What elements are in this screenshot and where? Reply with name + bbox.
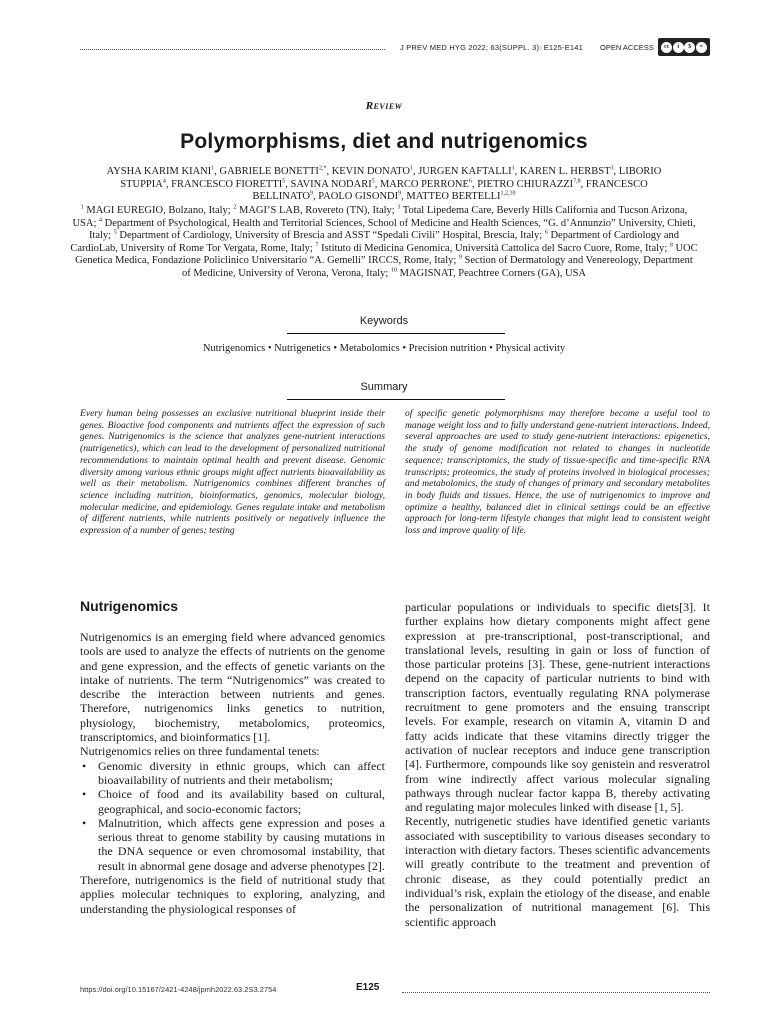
article-type: Review bbox=[365, 100, 403, 112]
cc-license-badge[interactable] bbox=[658, 38, 710, 56]
paragraph: Nutrigenomics is an emerging field where advanced genomics tools are used to analyze the effects of nutrients on the genome and gene expression, and the effects of genetic variants on the intake of nutrients. The term “Nutrigenomics” was created to describe the interaction between nutrients and genes. Therefore, nutrigenomics links genetics to nutrition, physiology, biochemistry, metabolomics, proteomics, transcriptomics, and bioinformatics [1]. bbox=[80, 630, 385, 745]
journal-citation: J PREV MED HYG 2022; 63(SUPPL. 3): E125-E141 bbox=[400, 43, 584, 52]
affiliation: Section of Dermatology and Venereology, Department of Medicine, University of Verona, Verona, Italy; bbox=[181, 255, 693, 279]
affiliation: Department of Cardiology, University of Brescia and ASST “Spedali Civili” Hospital, Brescia, Italy; bbox=[119, 230, 543, 241]
keywords-rule bbox=[287, 333, 505, 334]
author-name: FRANCESCO BELLINATO bbox=[252, 178, 648, 202]
affiliation: Total Lipedema Care, Beverly Hills California and Tucson Arizona, USA; bbox=[72, 205, 688, 229]
affiliation: MAGISNAT, Peachtree Corners (GA), USA bbox=[399, 267, 587, 279]
article-title: Polymorphisms, diet and nutrigenomics bbox=[180, 130, 588, 153]
list-item: • Choice of food and its availability based on cultural, geographical, and socio-economic factors; bbox=[98, 787, 385, 816]
affiliations: $^1$ MAGI EUREGIO, Bolzano, Italy; $^2$ MAGI’S LAB, Rovereto (TN), Italy; $^3$ Total Lipedema Care, Beverly Hills California and Tucson Arizona, USA; $^4$ Department of Psychological, Health and Territorial Sciences, School of Medicine and Health Sciences, “G. d’Annunzio” University, Chieti, Italy; $^5$ Department of Cardiology, University of Brescia and ASST “Spedali Civili” Hospital, Brescia, Italy; $^6$ Department of Cardiology and CardioLab, University of Rome Tor Vergata, Rome, Italy; $^7$ Istituto di Medicina Genomica, Università Cattolica del Sacro Cuore, Rome, Italy; $^8$ UOC Genetica Medica, Fondazione Policlinico Universitario “A. Gemelli” IRCCS, Rome, Italy; $^9$ Section of Dermatology and Venereology, Department of Medicine, University of Verona, Verona, Italy; $^{10}$ MAGISNAT, Peachtree Corners (GA), USA bbox=[70, 204, 698, 279]
affiliation: MAGI’S LAB, Rovereto (TN), Italy; bbox=[238, 205, 395, 216]
paragraph: Recently, nutrigenetic studies have identified genetic variants associated with susceptibility to various diseases secondary to interaction with dietary factors. Theses scientific advancements will greatly contribute to the treatment and prevention of chronic disease, as they could potentially predict an individual’s risk, explain the etiology of the disease, and enable the personalization of nutritional management [6]. This scientific approach bbox=[405, 814, 710, 929]
paragraph: Nutrigenomics relies on three fundamental tenets: bbox=[80, 744, 320, 759]
doi-link[interactable]: https://doi.org/10.15167/2421-4248/jpmh2022.63.2S3.2754 bbox=[80, 985, 277, 994]
author-name: JURGEN KAFTALLI bbox=[418, 166, 512, 177]
open-access-label: OPEN ACCESS bbox=[600, 43, 654, 52]
tenets-list bbox=[80, 759, 385, 873]
footer-dotted-rule bbox=[402, 992, 710, 993]
author-name: KAREN L. HERBST bbox=[519, 166, 611, 177]
author-name: LIBORIO STUPPIA bbox=[120, 166, 662, 190]
author-list: AYSHA KARIM KIANI$^1$, GABRIELE $BONETTI^{2,*}$, KEVIN DONATO$^1$, JURGEN KAFTALLI$^1$, KAREN L. HERBST$^3$, LIBORIO STUPPIA$^4$, FRANCESCO FIORETTI$^5$, SAVINA NODARI$^5$, MARCO PERRONE$^6$, PIETRO CHIURAZZI$^{7,8}$, FRANCESCO BELLINATO$^9$, PAOLO GISONDI$^9$, MATTEO BERTELLI$^{1,2,10}$ bbox=[106, 165, 662, 202]
affiliation: UOC Genetica Medica, Fondazione Policlinico Universitario “A. Gemelli” IRCCS, Rome, Italy; bbox=[75, 242, 698, 266]
list-item: • Malnutrition, which affects gene expression and poses a serious threat to genome stability by causing mutations in the DNA sequence or even chromosomal instability, that result in abnormal gene dosage and adverse phenotypes [2]. bbox=[98, 816, 385, 873]
summary-left-column: Every human being possesses an exclusive nutritional blueprint inside their genes. Bioactive food components and nutrients affect the expression of such genes. Nutrigenomics is the science that analyzes gene-nutrient interactions (nutrigenetics), which can lead to the development of personalized nutritional recommendations to maintain optimal health and prevent disease. Genomic diversity among various ethnic groups might affect nutrients bioavailability as well as their metabolism. Nutrigenomics combines different branches of science including nutrition, bioinformatics, genomics, molecular biology, molecular medicine, and epidemiology. Genes regulate intake and metabolism of different nutrients, while nutrients positively or negatively influence the expression of a number of genes; testing bbox=[80, 408, 385, 537]
affiliation: Department of Cardiology and CardioLab, University of Rome Tor Vergata, Rome, Italy; bbox=[70, 230, 680, 254]
author-name: PAOLO GISONDI bbox=[318, 191, 399, 202]
keywords-heading: Keywords bbox=[359, 315, 409, 327]
author-name: AYSHA KARIM KIANI bbox=[106, 166, 212, 177]
page-number: E125 bbox=[356, 982, 380, 993]
author-name: KEVIN DONATO bbox=[331, 166, 410, 177]
paragraph: Therefore, nutrigenomics is the field of nutritional study that applies molecular techniques to exploring, analyzing, and understanding the physiological responses of bbox=[80, 873, 385, 916]
nd-icon: = bbox=[696, 42, 707, 53]
keywords-list: Nutrigenomics • Nutrigenetics • Metabolomics • Precision nutrition • Physical activity bbox=[202, 343, 566, 354]
section-heading: Nutrigenomics bbox=[80, 598, 179, 614]
summary-heading: Summary bbox=[360, 381, 408, 393]
author-name: FRANCESCO FIORETTI bbox=[171, 178, 283, 190]
header-dotted-rule bbox=[80, 49, 385, 50]
list-item: • Genomic diversity in ethnic groups, which can affect bioavailability of nutrients and their metabolism; bbox=[98, 759, 385, 788]
paragraph: particular populations or individuals to specific diets[3]. It further explains how dietary components might affect gene expression at pre-transcriptional, post-transcriptional, and translational levels, resulting in gain or loss of function of those particular proteins [3]. These, gene-nutrient interactions depend on the capacity of particular nutrients to bind with transcription factors, eventually regulating RNA polymerase recruitment to gene promoters and the ensuing transcript levels. For example, research on vitamin A, vitamin D and fatty acids indicate that these vitamins directly trigger the activation of nuclear receptors and induce gene transcription [4]. Furthermore, compounds like soy genistein and resveratrol from wine indirectly affect various molecular signaling pathways through nuclear factor kappa B, thereby activating and regulating major molecules linked with disease [1, 5]. bbox=[405, 600, 710, 815]
summary-right-column: of specific genetic polymorphisms may therefore become a useful tool to manage weight loss and to fully understand gene-nutrient interactions. Indeed, several approaches are used to study gene-nutrient interactions: epigenetics, the study of genome modification not related to changes in nucleotide sequence; transcriptomics, the study of tissue-specific and time-specific RNA transcripts; proteomics, the study of proteins involved in biological processes; and metabolomics, the study of changes of primary and secondary metabolites in body fluids and tissues. Hence, the use of nutrigenomics to improve and optimize a healthy, balanced diet in clinical settings could be an effective approach for long-term lifestyle changes that might lead to consistent weight loss and improve quality of life. bbox=[405, 408, 710, 537]
nc-icon: $ bbox=[684, 42, 695, 53]
affiliation: Istituto di Medicina Genomica, Università Cattolica del Sacro Cuore, Rome, Italy; bbox=[321, 242, 668, 254]
by-icon: i bbox=[673, 42, 684, 53]
author-name: PIETRO CHIURAZZI bbox=[477, 178, 574, 190]
author-name: MARCO PERRONE bbox=[379, 178, 469, 190]
body-right-column bbox=[405, 600, 710, 929]
body-left-column bbox=[80, 630, 385, 916]
summary-rule bbox=[287, 399, 505, 400]
affiliation: MAGI EUREGIO, Bolzano, Italy; bbox=[86, 205, 231, 216]
author-name: GABRIELE BONETTI bbox=[219, 166, 319, 177]
cc-icon: cc bbox=[661, 42, 672, 53]
affiliation: Department of Psychological, Health and Territorial Sciences, School of Medicine and Health Sciences, “G. d’Annunzio” University, Chieti, Italy; bbox=[88, 217, 696, 241]
author-name: SAVINA NODARI bbox=[290, 178, 372, 190]
author-name: MATTEO BERTELLI bbox=[406, 191, 501, 202]
